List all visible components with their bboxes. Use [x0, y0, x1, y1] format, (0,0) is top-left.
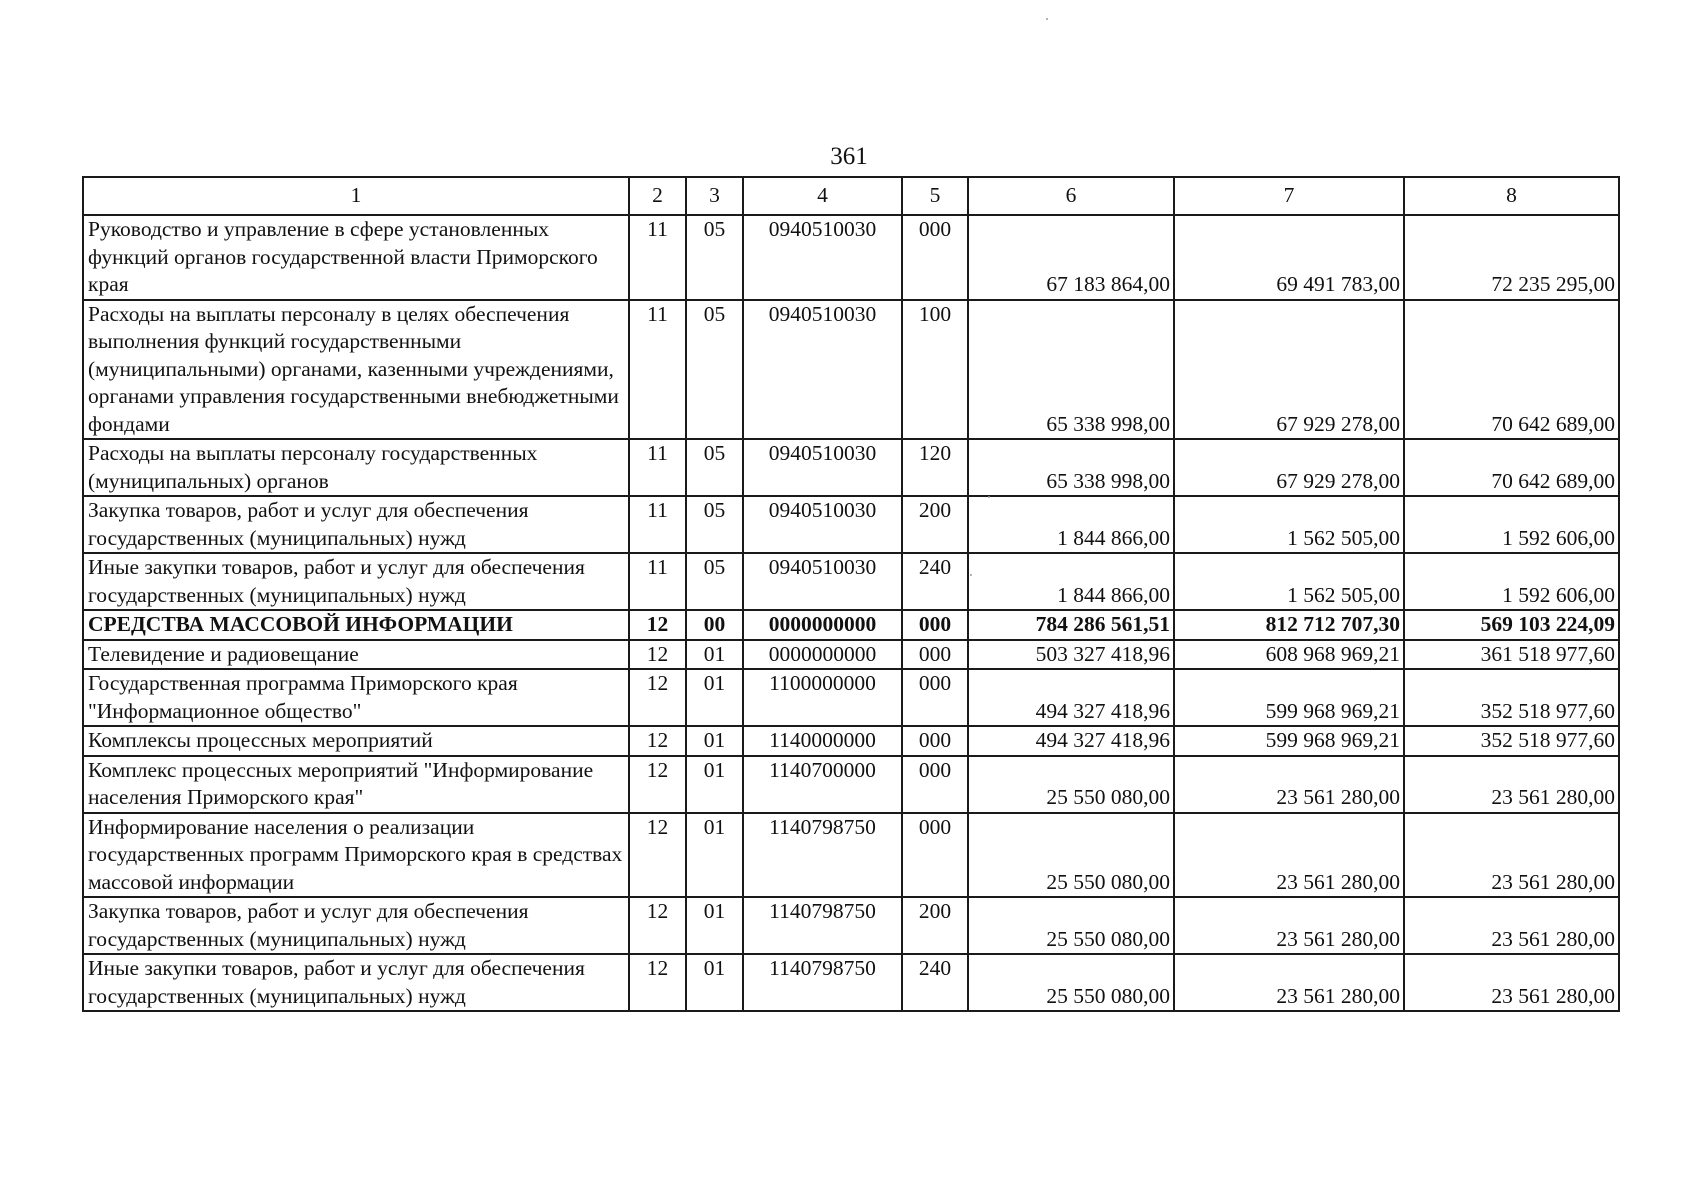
subsection-code: 05: [686, 553, 743, 610]
row-description: СРЕДСТВА МАССОВОЙ ИНФОРМАЦИИ: [83, 610, 629, 640]
expense-type-code: 000: [902, 640, 968, 670]
budget-table-container: [82, 176, 1618, 1012]
row-description: Комплексы процессных мероприятий: [83, 726, 629, 756]
section-code: 11: [629, 439, 686, 496]
amount-col-8: 569 103 224,09: [1404, 610, 1619, 640]
amount-col-6: 494 327 418,96: [968, 726, 1174, 756]
amount-col-7: 23 561 280,00: [1174, 897, 1404, 954]
expense-type-code: 000: [902, 813, 968, 898]
target-article-code: 0000000000: [743, 610, 902, 640]
section-code: 12: [629, 813, 686, 898]
amount-col-8: 70 642 689,00: [1404, 439, 1619, 496]
expense-type-code: 240: [902, 553, 968, 610]
column-header-3: 3: [686, 177, 743, 215]
target-article-code: 1140798750: [743, 954, 902, 1011]
amount-col-7: 23 561 280,00: [1174, 813, 1404, 898]
amount-col-6: 67 183 864,00: [968, 215, 1174, 300]
table-row: [83, 610, 1619, 640]
amount-col-8: 23 561 280,00: [1404, 813, 1619, 898]
expense-type-code: 000: [902, 726, 968, 756]
amount-col-6: 65 338 998,00: [968, 300, 1174, 440]
expense-type-code: 000: [902, 215, 968, 300]
amount-col-8: 361 518 977,60: [1404, 640, 1619, 670]
section-code: 11: [629, 496, 686, 553]
table-row: [83, 553, 1619, 610]
table-header: [83, 177, 1619, 215]
table-row: [83, 439, 1619, 496]
amount-col-7: 812 712 707,30: [1174, 610, 1404, 640]
amount-col-6: 784 286 561,51: [968, 610, 1174, 640]
subsection-code: 05: [686, 439, 743, 496]
page-number: 361: [830, 143, 868, 170]
scan-speck: [970, 574, 972, 576]
column-header-5: 5: [902, 177, 968, 215]
table-row: [83, 300, 1619, 440]
amount-col-7: 67 929 278,00: [1174, 439, 1404, 496]
amount-col-7: 599 968 969,21: [1174, 669, 1404, 726]
row-description: Расходы на выплаты персоналу государственных (муниципальных) органов: [83, 439, 629, 496]
amount-col-8: 23 561 280,00: [1404, 897, 1619, 954]
section-code: 11: [629, 215, 686, 300]
row-description: Закупка товаров, работ и услуг для обеспечения государственных (муниципальных) нужд: [83, 496, 629, 553]
target-article-code: 0000000000: [743, 640, 902, 670]
section-code: 11: [629, 300, 686, 440]
amount-col-7: 1 562 505,00: [1174, 496, 1404, 553]
table-row: [83, 756, 1619, 813]
subsection-code: 05: [686, 215, 743, 300]
amount-col-8: 1 592 606,00: [1404, 553, 1619, 610]
expense-type-code: 200: [902, 897, 968, 954]
amount-col-7: 67 929 278,00: [1174, 300, 1404, 440]
section-code: 12: [629, 897, 686, 954]
scan-speck: [988, 496, 990, 498]
amount-col-8: 23 561 280,00: [1404, 756, 1619, 813]
amount-col-6: 25 550 080,00: [968, 756, 1174, 813]
table-row: [83, 669, 1619, 726]
row-description: Иные закупки товаров, работ и услуг для обеспечения государственных (муниципальных) нужд: [83, 954, 629, 1011]
expense-type-code: 000: [902, 756, 968, 813]
subsection-code: 01: [686, 813, 743, 898]
expense-type-code: 240: [902, 954, 968, 1011]
row-description: Государственная программа Приморского края "Информационное общество": [83, 669, 629, 726]
amount-col-6: 1 844 866,00: [968, 553, 1174, 610]
table-row: [83, 496, 1619, 553]
subsection-code: 01: [686, 756, 743, 813]
amount-col-7: 23 561 280,00: [1174, 756, 1404, 813]
budget-table: [82, 176, 1620, 1012]
row-description: Руководство и управление в сфере установленных функций органов государственной власти Приморского края: [83, 215, 629, 300]
amount-col-6: 25 550 080,00: [968, 897, 1174, 954]
section-code: 12: [629, 954, 686, 1011]
row-description: Телевидение и радиовещание: [83, 640, 629, 670]
table-row: [83, 215, 1619, 300]
expense-type-code: 120: [902, 439, 968, 496]
target-article-code: 1140798750: [743, 813, 902, 898]
table-row: [83, 726, 1619, 756]
subsection-code: 01: [686, 640, 743, 670]
section-code: 12: [629, 669, 686, 726]
amount-col-8: 352 518 977,60: [1404, 726, 1619, 756]
target-article-code: 0940510030: [743, 300, 902, 440]
row-description: Расходы на выплаты персоналу в целях обеспечения выполнения функций государственными (муниципальными) органами, казенными учреждениями, органами управления государственными внебюджетными фондами: [83, 300, 629, 440]
column-header-8: 8: [1404, 177, 1619, 215]
target-article-code: 0940510030: [743, 439, 902, 496]
amount-col-6: 503 327 418,96: [968, 640, 1174, 670]
amount-col-8: 72 235 295,00: [1404, 215, 1619, 300]
row-description: Информирование населения о реализации государственных программ Приморского края в средствах массовой информации: [83, 813, 629, 898]
amount-col-8: 70 642 689,00: [1404, 300, 1619, 440]
subsection-code: 05: [686, 300, 743, 440]
amount-col-8: 352 518 977,60: [1404, 669, 1619, 726]
target-article-code: 1140700000: [743, 756, 902, 813]
column-header-2: 2: [629, 177, 686, 215]
row-description: Закупка товаров, работ и услуг для обеспечения государственных (муниципальных) нужд: [83, 897, 629, 954]
column-header-1: 1: [83, 177, 629, 215]
column-header-6: 6: [968, 177, 1174, 215]
target-article-code: 0940510030: [743, 553, 902, 610]
amount-col-8: 1 592 606,00: [1404, 496, 1619, 553]
amount-col-6: 25 550 080,00: [968, 954, 1174, 1011]
amount-col-6: 65 338 998,00: [968, 439, 1174, 496]
table-row: [83, 954, 1619, 1011]
amount-col-7: 23 561 280,00: [1174, 954, 1404, 1011]
table-row: [83, 813, 1619, 898]
amount-col-7: 1 562 505,00: [1174, 553, 1404, 610]
expense-type-code: 200: [902, 496, 968, 553]
amount-col-6: 25 550 080,00: [968, 813, 1174, 898]
section-code: 12: [629, 756, 686, 813]
subsection-code: 00: [686, 610, 743, 640]
row-description: Иные закупки товаров, работ и услуг для обеспечения государственных (муниципальных) нужд: [83, 553, 629, 610]
subsection-code: 01: [686, 726, 743, 756]
target-article-code: 1140000000: [743, 726, 902, 756]
column-header-4: 4: [743, 177, 902, 215]
amount-col-6: 494 327 418,96: [968, 669, 1174, 726]
table-body: [83, 215, 1619, 1011]
expense-type-code: 000: [902, 610, 968, 640]
subsection-code: 01: [686, 954, 743, 1011]
section-code: 11: [629, 553, 686, 610]
target-article-code: 1100000000: [743, 669, 902, 726]
section-code: 12: [629, 610, 686, 640]
section-code: 12: [629, 726, 686, 756]
subsection-code: 01: [686, 669, 743, 726]
column-header-7: 7: [1174, 177, 1404, 215]
subsection-code: 05: [686, 496, 743, 553]
subsection-code: 01: [686, 897, 743, 954]
target-article-code: 0940510030: [743, 496, 902, 553]
row-description: Комплекс процессных мероприятий "Информирование населения Приморского края": [83, 756, 629, 813]
header-row: [83, 177, 1619, 215]
target-article-code: 1140798750: [743, 897, 902, 954]
scan-speck: [1046, 18, 1048, 20]
amount-col-6: 1 844 866,00: [968, 496, 1174, 553]
table-row: [83, 640, 1619, 670]
amount-col-7: 69 491 783,00: [1174, 215, 1404, 300]
table-row: [83, 897, 1619, 954]
amount-col-8: 23 561 280,00: [1404, 954, 1619, 1011]
amount-col-7: 599 968 969,21: [1174, 726, 1404, 756]
target-article-code: 0940510030: [743, 215, 902, 300]
section-code: 12: [629, 640, 686, 670]
amount-col-7: 608 968 969,21: [1174, 640, 1404, 670]
expense-type-code: 000: [902, 669, 968, 726]
expense-type-code: 100: [902, 300, 968, 440]
